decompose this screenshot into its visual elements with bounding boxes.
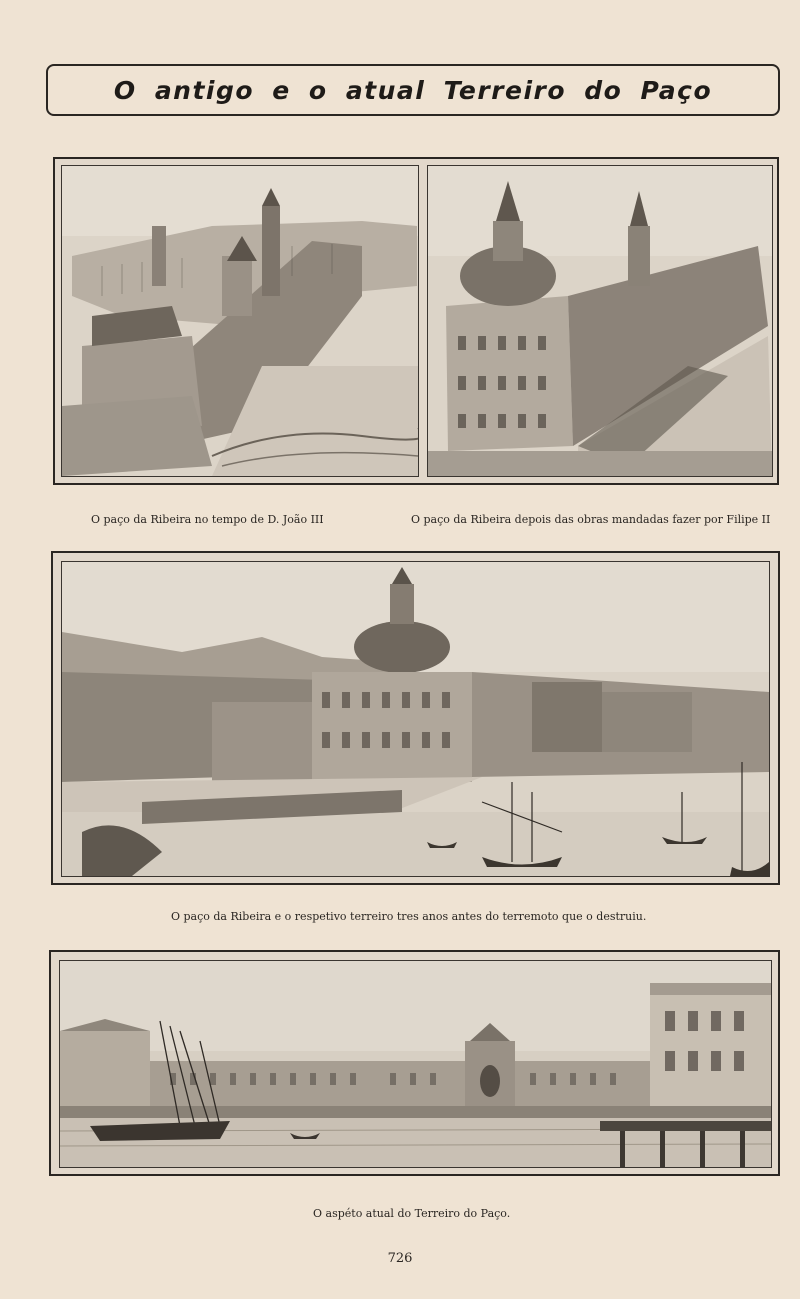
page-title: O antigo e o atual Terreiro do Paço	[113, 75, 713, 105]
caption-image-3: O paço da Ribeira e o respetivo terreiro tres anos antes do terremoto que o destruiu.	[171, 910, 647, 923]
image-paco-filipe-ii	[427, 165, 773, 477]
bottom-image-frame	[49, 950, 780, 1176]
caption-image-1: O paço da Ribeira no tempo de D. João III	[91, 513, 324, 526]
image-paco-joao-iii	[61, 165, 419, 477]
middle-image-frame	[51, 551, 780, 885]
top-image-frame	[53, 157, 779, 485]
title-box	[46, 64, 780, 116]
image-terreiro-before-earthquake	[61, 561, 770, 877]
caption-image-2: O paço da Ribeira depois das obras mandadas fazer por Filipe II	[411, 513, 771, 526]
caption-image-4: O aspéto atual do Terreiro do Paço.	[313, 1207, 511, 1220]
image-terreiro-current	[59, 960, 772, 1168]
page-number: 726	[387, 1251, 413, 1266]
